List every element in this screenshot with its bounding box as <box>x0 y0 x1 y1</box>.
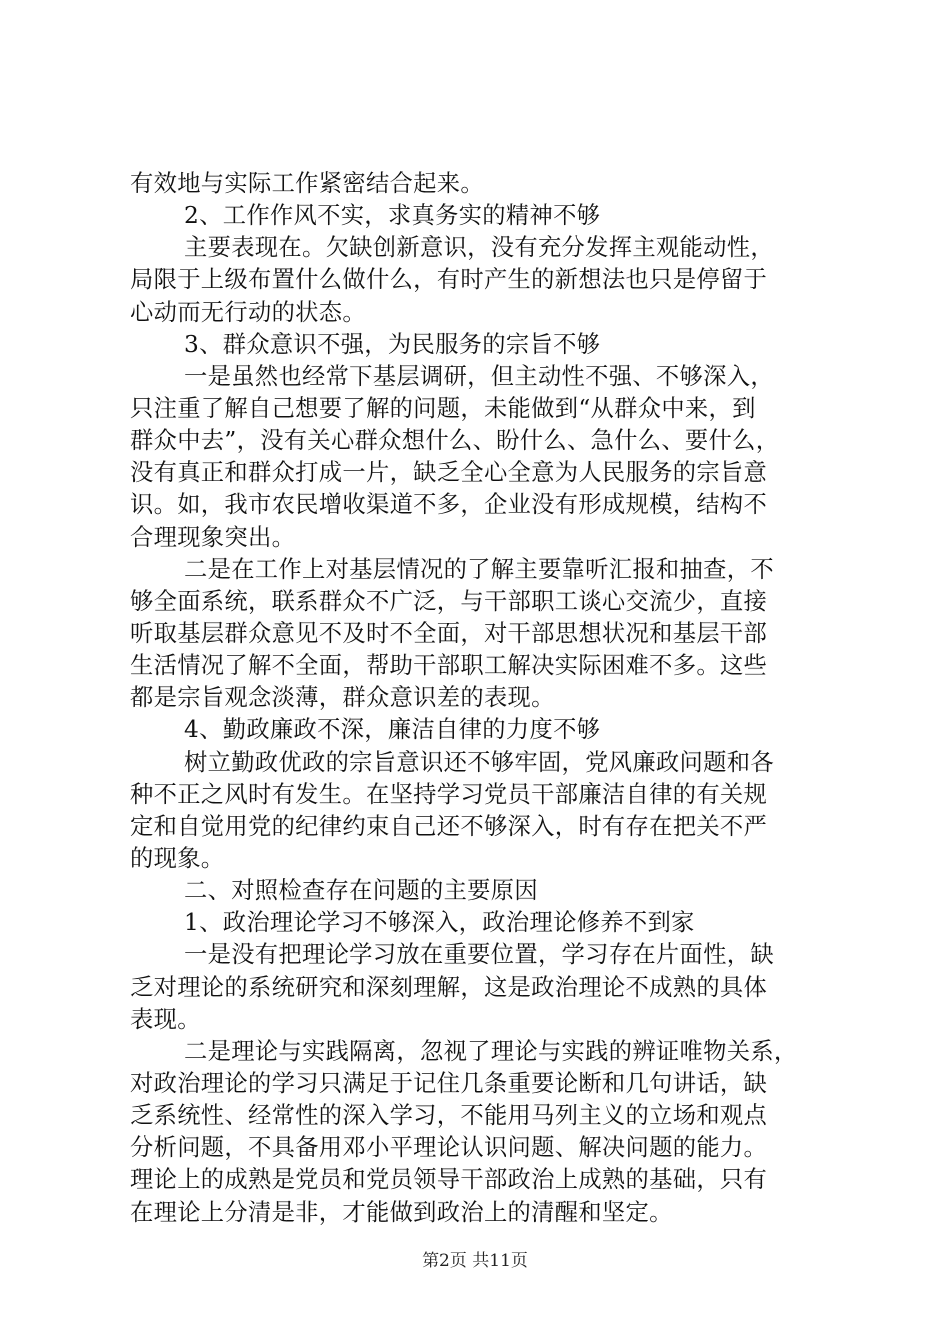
text-line: 二、对照检查存在问题的主要原因 <box>184 877 538 905</box>
text-line: 都是宗旨观念淡薄，群众意识差的表现。 <box>130 684 555 712</box>
text-line: 合理现象突出。 <box>130 523 296 551</box>
text-line: 一是没有把理论学习放在重要位置，学习存在片面性，缺 <box>184 941 774 969</box>
text-line: 2、工作作风不实，求真务实的精神不够 <box>184 202 601 230</box>
text-line: 群众中去”，没有关心群众想什么、盼什么、急什么、要什么， <box>130 427 780 455</box>
text-line: 树立勤政优政的宗旨意识还不够牢固，党风廉政问题和各 <box>184 748 774 776</box>
text-line: 心动而无行动的状态。 <box>130 298 366 326</box>
text-line: 在理论上分清是非，才能做到政治上的清醒和坚定。 <box>130 1198 673 1226</box>
text-line: 主要表现在。欠缺创新意识，没有充分发挥主观能动性， <box>184 234 774 262</box>
text-line: 有效地与实际工作紧密结合起来。 <box>130 170 484 197</box>
text-line: 乏对理论的系统研究和深刻理解，这是政治理论不成熟的具体 <box>130 973 768 1001</box>
text-line: 听取基层群众意见不及时不全面，对干部思想状况和基层干部 <box>130 619 768 647</box>
text-line: 分析问题，不具备用邓小平理论认识问题、解决问题的能力。 <box>130 1134 768 1162</box>
text-line: 3、群众意识不强，为民服务的宗旨不够 <box>184 330 601 358</box>
text-line: 4、勤政廉政不深，廉洁自律的力度不够 <box>184 716 601 744</box>
text-line: 对政治理论的学习只满足于记住几条重要论断和几句讲话，缺 <box>130 1069 768 1097</box>
text-line: 理论上的成熟是党员和党员领导干部政治上成熟的基础，只有 <box>130 1166 768 1194</box>
document-body <box>130 168 830 1229</box>
text-line: 没有真正和群众打成一片，缺乏全心全意为人民服务的宗旨意 <box>130 459 768 487</box>
text-line: 识。如，我市农民增收渠道不多，企业没有形成规模，结构不 <box>130 491 768 519</box>
text-line: 的现象。 <box>130 844 225 872</box>
page-footer: 第2页 共11页 <box>422 1251 528 1271</box>
text-line: 二是理论与实践隔离，忽视了理论与实践的辨证唯物关系， <box>184 1037 798 1065</box>
text-line: 一是虽然也经常下基层调研，但主动性不强、不够深入， <box>184 362 774 390</box>
text-line: 只注重了解自己想要了解的问题，未能做到“从群众中来，到 <box>130 394 756 422</box>
text-line: 表现。 <box>130 1005 201 1033</box>
text-line: 种不正之风时有发生。在坚持学习党员干部廉洁自律的有关规 <box>130 780 768 808</box>
text-line: 二是在工作上对基层情况的了解主要靠听汇报和抽查，不 <box>184 555 774 583</box>
text-line: 局限于上级布置什么做什么，有时产生的新想法也只是停留于 <box>130 266 768 294</box>
text-line: 生活情况了解不全面，帮助干部职工解决实际困难不多。这些 <box>130 652 768 680</box>
text-line: 乏系统性、经常性的深入学习，不能用马列主义的立场和观点 <box>130 1102 768 1130</box>
text-line: 1、政治理论学习不够深入，政治理论修养不到家 <box>184 909 695 937</box>
text-line: 够全面系统，联系群众不广泛，与干部职工谈心交流少，直接 <box>130 587 768 615</box>
text-line: 定和自觉用党的纪律约束自己还不够深入，时有存在把关不严 <box>130 812 768 840</box>
